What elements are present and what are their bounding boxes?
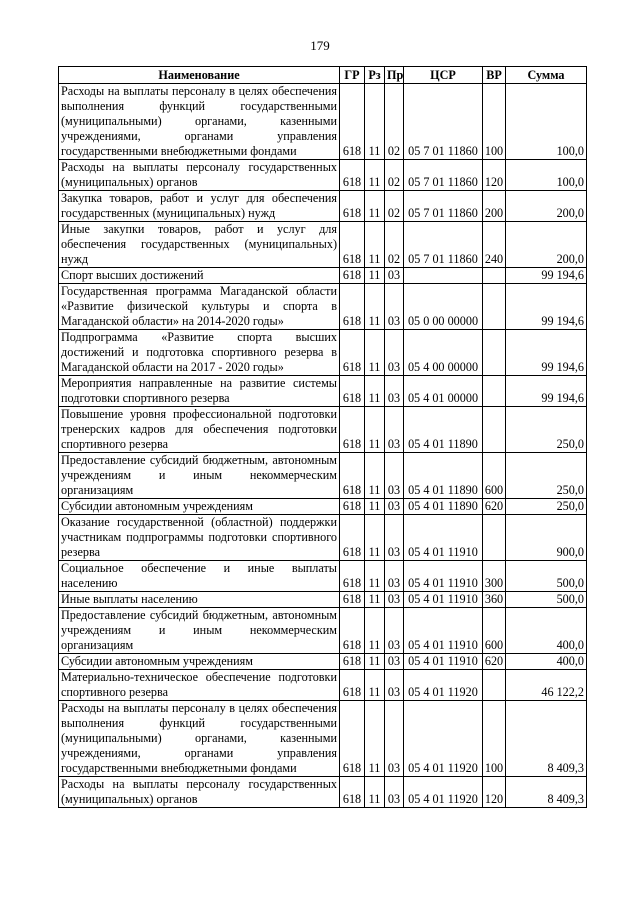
- cell-sum: 99 194,6: [506, 376, 587, 407]
- cell-name: Иные выплаты населению: [59, 592, 340, 608]
- cell-gr: 618: [340, 654, 365, 670]
- cell-name: Материально-техническое обеспечение подготовки спортивного резерва: [59, 670, 340, 701]
- cell-sum: 8 409,3: [506, 701, 587, 777]
- cell-pr: 03: [385, 654, 404, 670]
- cell-sum: 200,0: [506, 222, 587, 268]
- cell-rz: 11: [365, 561, 385, 592]
- cell-vr: [483, 284, 506, 330]
- cell-vr: 100: [483, 701, 506, 777]
- cell-sum: 100,0: [506, 160, 587, 191]
- cell-vr: 120: [483, 777, 506, 808]
- cell-rz: 11: [365, 670, 385, 701]
- cell-gr: 618: [340, 330, 365, 376]
- cell-gr: 618: [340, 222, 365, 268]
- cell-sum: 100,0: [506, 84, 587, 160]
- header-rz: Рз: [365, 67, 385, 84]
- cell-sum: 250,0: [506, 453, 587, 499]
- cell-sum: 250,0: [506, 499, 587, 515]
- cell-pr: 03: [385, 284, 404, 330]
- table-row: [59, 84, 587, 160]
- cell-sum: 500,0: [506, 592, 587, 608]
- cell-sum: 200,0: [506, 191, 587, 222]
- table-row: [59, 592, 587, 608]
- cell-gr: 618: [340, 592, 365, 608]
- cell-name: Субсидии автономным учреждениям: [59, 654, 340, 670]
- cell-vr: [483, 376, 506, 407]
- cell-name: Расходы на выплаты персоналу государственных (муниципальных) органов: [59, 160, 340, 191]
- cell-gr: 618: [340, 84, 365, 160]
- cell-pr: 03: [385, 407, 404, 453]
- cell-rz: 11: [365, 453, 385, 499]
- cell-rz: 11: [365, 284, 385, 330]
- header-pr: Пр: [385, 67, 404, 84]
- header-vr: ВР: [483, 67, 506, 84]
- header-csr: ЦСР: [404, 67, 483, 84]
- cell-csr: 05 4 01 11890: [404, 407, 483, 453]
- cell-sum: 250,0: [506, 407, 587, 453]
- cell-pr: 03: [385, 515, 404, 561]
- cell-vr: 620: [483, 654, 506, 670]
- table-row: [59, 608, 587, 654]
- cell-sum: 99 194,6: [506, 330, 587, 376]
- cell-vr: 300: [483, 561, 506, 592]
- table-row: [59, 268, 587, 284]
- table-row: [59, 191, 587, 222]
- cell-name: Повышение уровня профессиональной подготовки тренерских кадров для обеспечения подготовки спортивного резерва: [59, 407, 340, 453]
- cell-pr: 02: [385, 84, 404, 160]
- cell-name: Расходы на выплаты персоналу государственных (муниципальных) органов: [59, 777, 340, 808]
- header-sum: Сумма: [506, 67, 587, 84]
- cell-csr: 05 7 01 11860: [404, 84, 483, 160]
- cell-csr: [404, 268, 483, 284]
- cell-gr: 618: [340, 376, 365, 407]
- cell-name: Предоставление субсидий бюджетным, автономным учреждениям и иным некоммерческим организациям: [59, 608, 340, 654]
- cell-rz: 11: [365, 407, 385, 453]
- table-row: [59, 330, 587, 376]
- cell-vr: 100: [483, 84, 506, 160]
- cell-gr: 618: [340, 407, 365, 453]
- header-gr: ГР: [340, 67, 365, 84]
- cell-rz: 11: [365, 777, 385, 808]
- table-row: [59, 654, 587, 670]
- cell-csr: 05 4 01 11910: [404, 515, 483, 561]
- cell-pr: 02: [385, 191, 404, 222]
- table-row: [59, 515, 587, 561]
- cell-gr: 618: [340, 608, 365, 654]
- cell-rz: 11: [365, 592, 385, 608]
- cell-vr: 120: [483, 160, 506, 191]
- cell-csr: 05 4 01 11920: [404, 777, 483, 808]
- cell-gr: 618: [340, 515, 365, 561]
- cell-rz: 11: [365, 222, 385, 268]
- cell-csr: 05 4 01 11910: [404, 608, 483, 654]
- cell-name: Расходы на выплаты персоналу в целях обеспечения выполнения функций государственными (муниципальными) органами, казенными учреждениями, органами управления государственными внебюджетными фондами: [59, 701, 340, 777]
- cell-csr: 05 4 01 11890: [404, 499, 483, 515]
- cell-name: Оказание государственной (областной) поддержки участникам подпрограммы подготовки спортивного резерва: [59, 515, 340, 561]
- cell-pr: 03: [385, 330, 404, 376]
- cell-csr: 05 7 01 11860: [404, 222, 483, 268]
- cell-pr: 03: [385, 453, 404, 499]
- cell-rz: 11: [365, 330, 385, 376]
- table-body: [59, 84, 587, 808]
- cell-name: Субсидии автономным учреждениям: [59, 499, 340, 515]
- page-number: 179: [310, 38, 330, 53]
- table-row: [59, 284, 587, 330]
- header-name: Наименование: [59, 67, 340, 84]
- cell-rz: 11: [365, 268, 385, 284]
- cell-pr: 03: [385, 561, 404, 592]
- cell-csr: 05 4 01 11910: [404, 654, 483, 670]
- cell-vr: [483, 515, 506, 561]
- table-row: [59, 222, 587, 268]
- cell-csr: 05 4 01 11920: [404, 670, 483, 701]
- cell-csr: 05 4 00 00000: [404, 330, 483, 376]
- cell-name: Государственная программа Магаданской области «Развитие физической культуры и спорта в Магаданской области» на 2014-2020 годы»: [59, 284, 340, 330]
- cell-vr: 200: [483, 191, 506, 222]
- cell-csr: 05 7 01 11860: [404, 191, 483, 222]
- cell-sum: 99 194,6: [506, 284, 587, 330]
- cell-vr: 620: [483, 499, 506, 515]
- cell-gr: 618: [340, 453, 365, 499]
- cell-pr: 03: [385, 376, 404, 407]
- cell-vr: [483, 407, 506, 453]
- cell-gr: 618: [340, 268, 365, 284]
- table-row: [59, 453, 587, 499]
- table-row: [59, 701, 587, 777]
- cell-sum: 46 122,2: [506, 670, 587, 701]
- cell-sum: 400,0: [506, 608, 587, 654]
- cell-gr: 618: [340, 561, 365, 592]
- table-row: [59, 561, 587, 592]
- cell-pr: 02: [385, 222, 404, 268]
- cell-pr: 03: [385, 268, 404, 284]
- cell-rz: 11: [365, 191, 385, 222]
- budget-table: [58, 66, 587, 808]
- cell-rz: 11: [365, 515, 385, 561]
- cell-sum: 900,0: [506, 515, 587, 561]
- cell-name: Спорт высших достижений: [59, 268, 340, 284]
- table-row: [59, 407, 587, 453]
- cell-name: Подпрограмма «Развитие спорта высших достижений и подготовка спортивного резерва в Магаданской области на 2017 - 2020 годы»: [59, 330, 340, 376]
- table-row: [59, 777, 587, 808]
- header-row: [59, 67, 587, 84]
- cell-gr: 618: [340, 701, 365, 777]
- cell-gr: 618: [340, 284, 365, 330]
- cell-sum: 400,0: [506, 654, 587, 670]
- table-row: [59, 499, 587, 515]
- cell-csr: 05 7 01 11860: [404, 160, 483, 191]
- cell-vr: 240: [483, 222, 506, 268]
- cell-vr: 600: [483, 608, 506, 654]
- cell-name: Иные закупки товаров, работ и услуг для обеспечения государственных (муниципальных) нужд: [59, 222, 340, 268]
- cell-csr: 05 4 01 11920: [404, 701, 483, 777]
- cell-gr: 618: [340, 191, 365, 222]
- cell-sum: 8 409,3: [506, 777, 587, 808]
- cell-csr: 05 4 01 00000: [404, 376, 483, 407]
- cell-gr: 618: [340, 499, 365, 515]
- cell-csr: 05 4 01 11910: [404, 592, 483, 608]
- cell-rz: 11: [365, 376, 385, 407]
- cell-pr: 03: [385, 701, 404, 777]
- cell-rz: 11: [365, 701, 385, 777]
- cell-vr: [483, 268, 506, 284]
- cell-csr: 05 4 01 11890: [404, 453, 483, 499]
- table-row: [59, 670, 587, 701]
- cell-gr: 618: [340, 670, 365, 701]
- cell-name: Расходы на выплаты персоналу в целях обеспечения выполнения функций государственными (муниципальными) органами, казенными учреждениями, органами управления государственными внебюджетными фондами: [59, 84, 340, 160]
- cell-sum: 500,0: [506, 561, 587, 592]
- cell-gr: 618: [340, 160, 365, 191]
- cell-vr: 600: [483, 453, 506, 499]
- cell-gr: 618: [340, 777, 365, 808]
- cell-pr: 03: [385, 777, 404, 808]
- cell-rz: 11: [365, 84, 385, 160]
- cell-rz: 11: [365, 499, 385, 515]
- cell-pr: 02: [385, 160, 404, 191]
- cell-pr: 03: [385, 592, 404, 608]
- cell-sum: 99 194,6: [506, 268, 587, 284]
- cell-rz: 11: [365, 160, 385, 191]
- cell-pr: 03: [385, 608, 404, 654]
- table-row: [59, 376, 587, 407]
- cell-name: Предоставление субсидий бюджетным, автономным учреждениям и иным некоммерческим организациям: [59, 453, 340, 499]
- cell-rz: 11: [365, 608, 385, 654]
- cell-pr: 03: [385, 670, 404, 701]
- cell-pr: 03: [385, 499, 404, 515]
- cell-csr: 05 4 01 11910: [404, 561, 483, 592]
- cell-csr: 05 0 00 00000: [404, 284, 483, 330]
- cell-name: Закупка товаров, работ и услуг для обеспечения государственных (муниципальных) нужд: [59, 191, 340, 222]
- cell-vr: [483, 670, 506, 701]
- cell-name: Социальное обеспечение и иные выплаты населению: [59, 561, 340, 592]
- table-row: [59, 160, 587, 191]
- cell-vr: 360: [483, 592, 506, 608]
- cell-name: Мероприятия направленные на развитие системы подготовки спортивного резерва: [59, 376, 340, 407]
- cell-rz: 11: [365, 654, 385, 670]
- cell-vr: [483, 330, 506, 376]
